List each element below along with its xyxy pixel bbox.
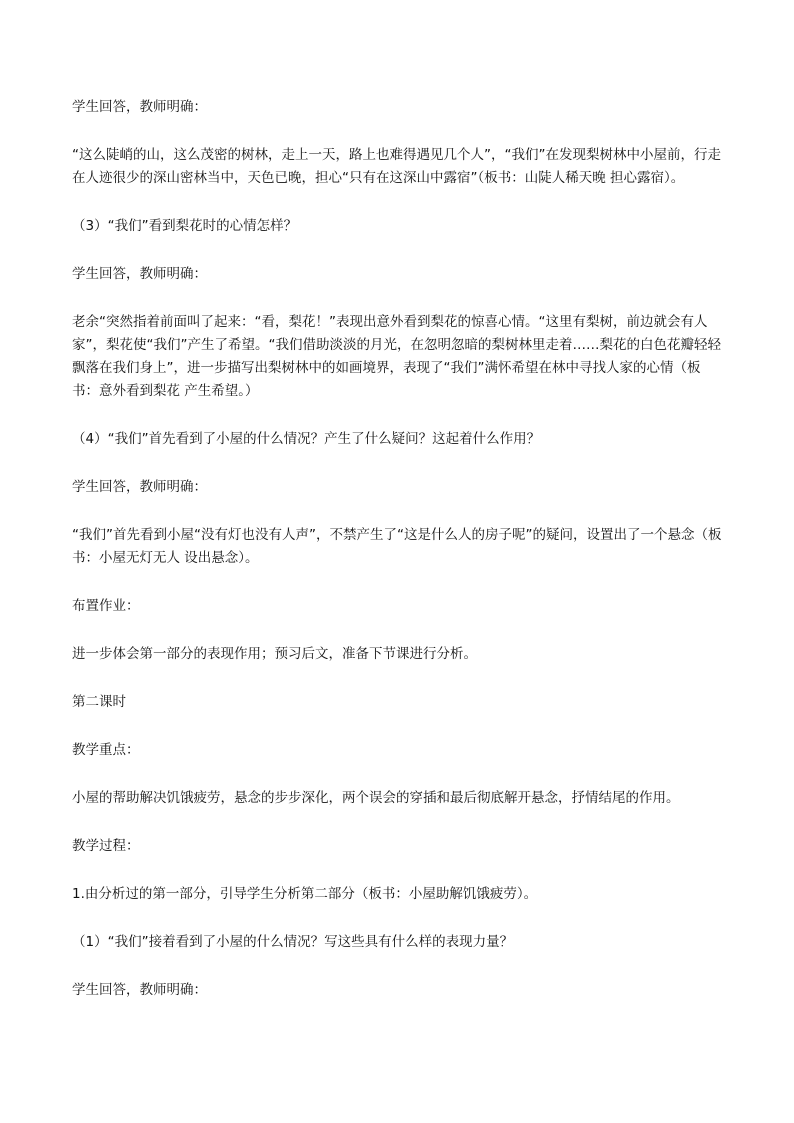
paragraph: 学生回答，教师明确： <box>72 99 207 115</box>
paragraph: 学生回答，教师明确： <box>72 266 207 282</box>
paragraph: 小屋的帮助解决饥饿疲劳，悬念的步步深化，两个误会的穿插和最后彻底解开悬念，抒情结尾的作用。 <box>72 790 680 806</box>
section-heading: 第二课时 <box>72 694 126 710</box>
paragraph: 学生回答，教师明确： <box>72 479 207 495</box>
paragraph: 老余“突然指着前面叫了起来：“看，梨花！”表现出意外看到梨花的惊喜心情。“这里有梨树，前边就会有人家”，梨花使“我们”产生了希望。“我们借助淡淡的月光，在忽明忽暗的梨树林里走着……梨花的白色花瓣轻轻飘落在我们身上”，进一步描写出梨树林中的如画境界，表现了“我们”满怀希望在林中寻找人家的心情（板书：意外看到梨花 产生希望。） <box>72 314 721 399</box>
paragraph: 学生回答，教师明确： <box>72 982 207 998</box>
paragraph: “我们”首先看到小屋“没有灯也没有人声”，不禁产生了“这是什么人的房子呢”的疑问，设置出了一个悬念（板书：小屋无灯无人 设出悬念）。 <box>72 527 722 566</box>
paragraph: （4）“我们”首先看到了小屋的什么情况？产生了什么疑问？这起着什么作用？ <box>72 431 541 447</box>
paragraph: 教学过程： <box>72 838 140 854</box>
paragraph: 教学重点： <box>72 742 140 758</box>
paragraph: 布置作业： <box>72 598 140 614</box>
paragraph: （3）“我们”看到梨花时的心情怎样？ <box>72 218 298 234</box>
paragraph: （1）“我们”接着看到了小屋的什么情况？写这些具有什么样的表现力量？ <box>72 934 514 950</box>
paragraph: “这么陡峭的山，这么茂密的树林，走上一天，路上也难得遇见几个人”，“我们”在发现梨树林中小屋前，行走在人迹很少的深山密林当中，天色已晚，担心“只有在这深山中露宿”（板书：山陡人稀天晚 担心露宿）。 <box>72 147 721 186</box>
paragraph: 1.由分析过的第一部分，引导学生分析第二部分（板书：小屋助解饥饿疲劳）。 <box>72 886 538 902</box>
document-body <box>72 96 722 1027</box>
paragraph: 进一步体会第一部分的表现作用；预习后文，准备下节课进行分析。 <box>72 646 477 662</box>
